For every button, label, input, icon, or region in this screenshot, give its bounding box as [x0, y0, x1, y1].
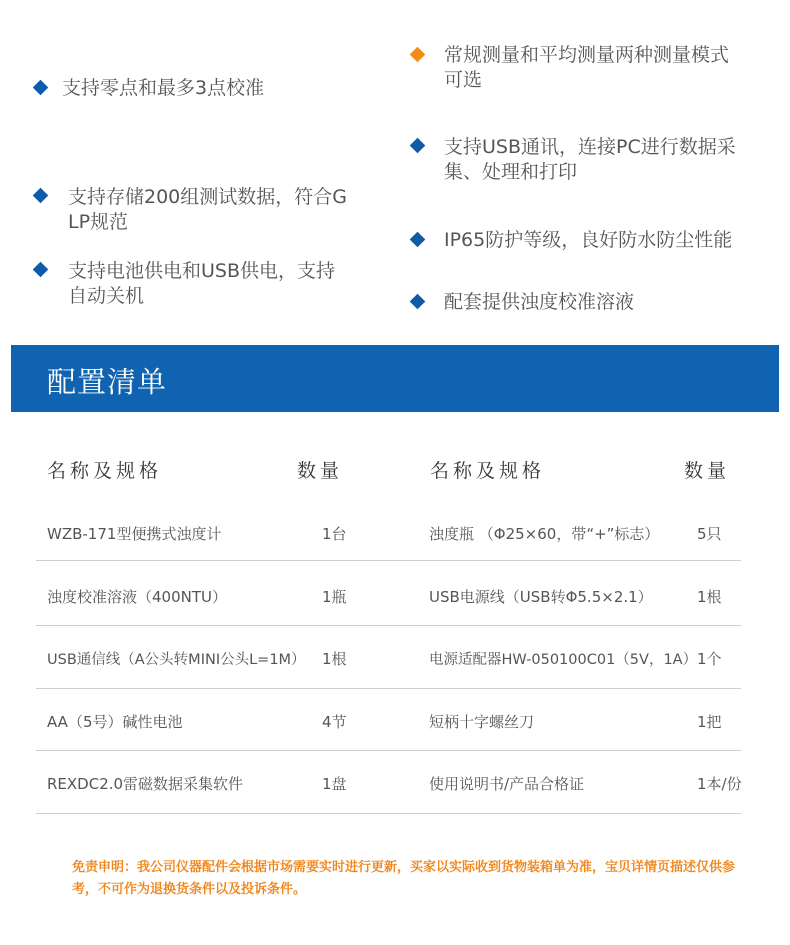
table-cell-qty: 1把 — [697, 713, 722, 731]
header-qty-left: 数量 — [297, 460, 344, 482]
table-cell-name: USB电源线（USB转Φ5.5×2.1） — [429, 588, 653, 606]
disclaimer-text: 免责申明：我公司仪器配件会根据市场需要实时进行更新，买家以实际收到货物装箱单为准，宝贝详情页描述仅供参考，不可作为退换货条件以及投诉条件。 — [72, 860, 736, 897]
table-cell-name: 浊度校准溶液（400NTU） — [47, 588, 227, 606]
diamond-bullet-icon — [410, 232, 426, 248]
row-divider — [36, 560, 741, 561]
table-cell-name: REXDC2.0雷磁数据采集软件 — [47, 775, 244, 793]
feature-item: 支持电池供电和USB供电，支持 自动关机 — [68, 260, 336, 307]
header-qty-right: 数量 — [684, 460, 731, 482]
table-cell-name: AA（5号）碱性电池 — [47, 713, 183, 731]
table-cell-name: WZB-171型便携式浊度计 — [47, 525, 222, 543]
table-cell-name: 短柄十字螺丝刀 — [429, 713, 535, 731]
config-banner — [11, 345, 779, 412]
config-title: 配置清单 — [47, 365, 168, 399]
diamond-bullet-icon — [33, 262, 49, 278]
row-divider — [36, 625, 741, 626]
diamond-bullet-icon — [410, 294, 426, 310]
table-cell-name: 电源适配器HW-050100C01（5V，1A） — [429, 652, 698, 668]
row-divider — [36, 688, 741, 689]
feature-item: 支持存储200组测试数据，符合G LP规范 — [68, 186, 347, 233]
table-cell-qty: 1瓶 — [322, 588, 347, 606]
table-cell-name: 浊度瓶 （Φ25×60，带“+”标志） — [429, 525, 660, 543]
table-cell-qty: 5只 — [697, 525, 722, 543]
feature-item: 配套提供浊度校准溶液 — [444, 291, 635, 313]
table-cell-qty: 1盘 — [322, 775, 347, 793]
header-name-right: 名称及规格 — [430, 460, 546, 482]
table-cell-name: USB通信线（A公头转MINI公头L=1M） — [47, 652, 306, 668]
header-name-left: 名称及规格 — [47, 460, 163, 482]
table-cell-qty: 1个 — [697, 650, 722, 668]
feature-item: 支持零点和最多3点校准 — [62, 77, 265, 99]
table-cell-qty: 1台 — [322, 525, 347, 543]
row-divider — [36, 813, 741, 814]
feature-item: 支持USB通讯，连接PC进行数据采 集、处理和打印 — [444, 136, 736, 183]
table-cell-qty: 1根 — [697, 588, 722, 606]
row-divider — [36, 750, 741, 751]
diamond-bullet-icon — [33, 80, 49, 96]
table-cell-qty: 1根 — [322, 650, 347, 668]
diamond-bullet-icon — [410, 47, 426, 63]
diamond-bullet-icon — [33, 188, 49, 204]
table-cell-qty: 1本/份 — [697, 775, 742, 793]
feature-item: IP65防护等级，良好防水防尘性能 — [444, 229, 733, 251]
table-cell-qty: 4节 — [322, 713, 347, 731]
feature-item: 常规测量和平均测量两种测量模式 可选 — [444, 44, 730, 91]
table-cell-name: 使用说明书/产品合格证 — [429, 775, 585, 793]
diamond-bullet-icon — [410, 138, 426, 154]
